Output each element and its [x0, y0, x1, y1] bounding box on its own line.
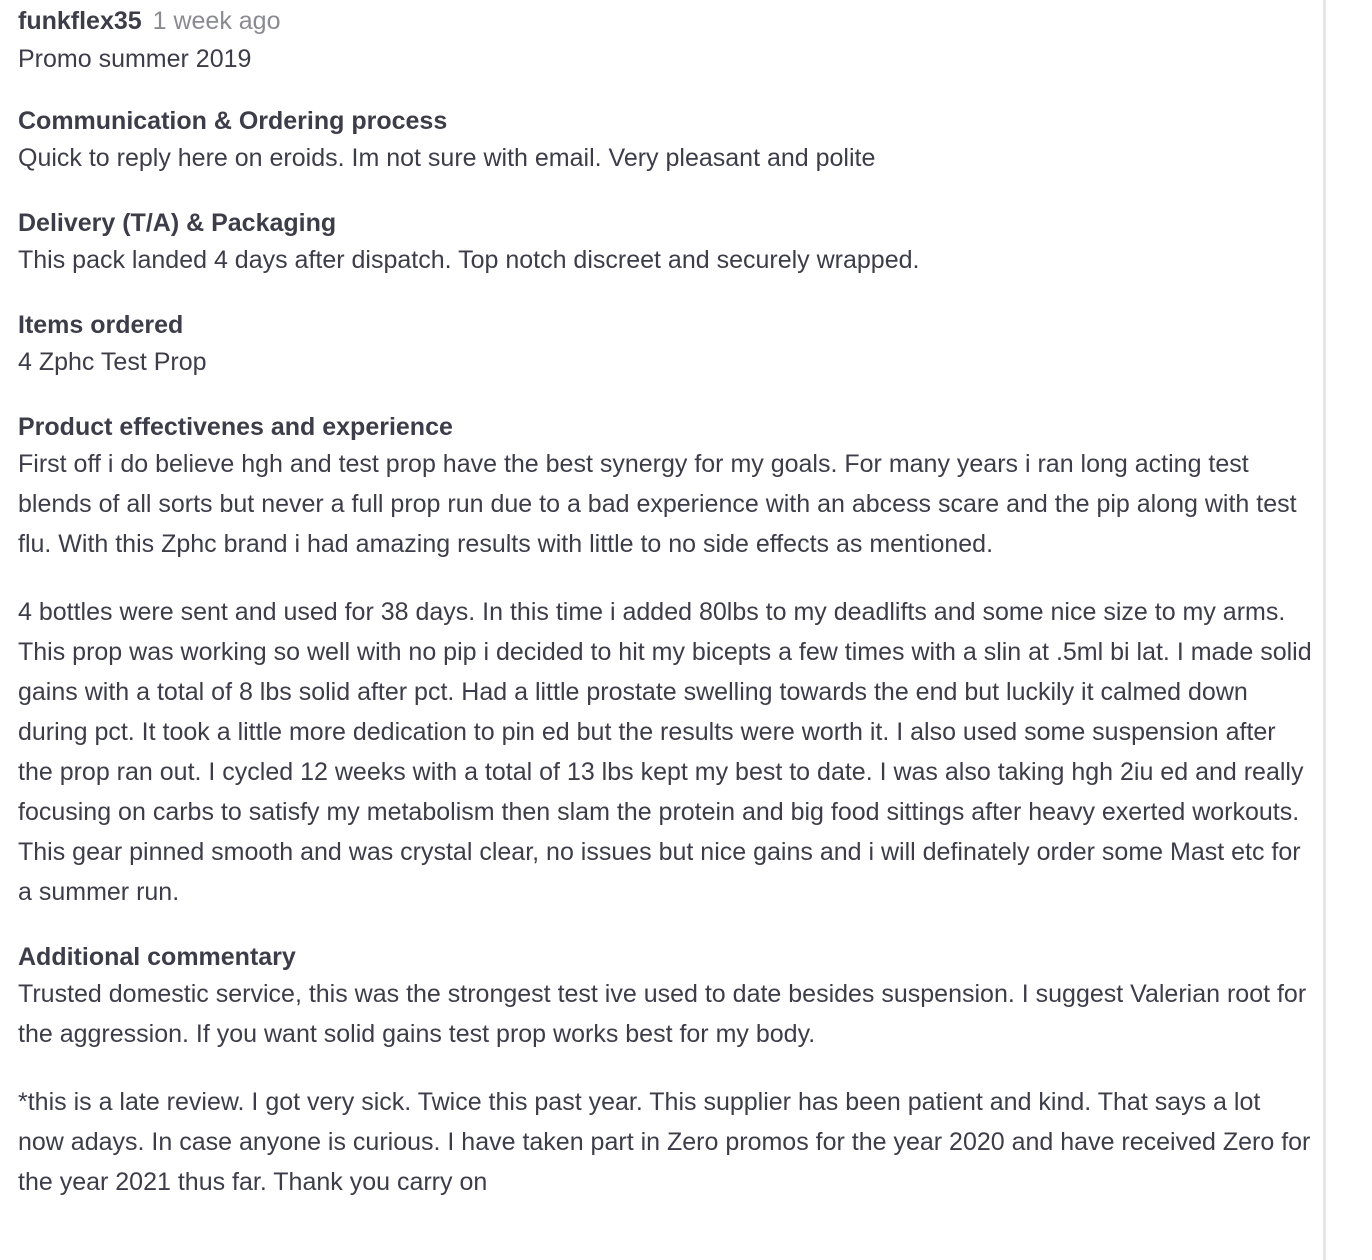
section-title: Product effectivenes and experience [18, 413, 453, 441]
section-paragraph: Quick to reply here on eroids. Im not sure with email. Very pleasant and polite [18, 144, 876, 172]
review-subject: Promo summer 2019 [18, 45, 252, 73]
post-timestamp: 1 week ago [152, 7, 281, 35]
section-paragraph: This pack landed 4 days after dispatch. Top notch discreet and securely wrapped. [18, 246, 920, 274]
section-delivery [18, 206, 1313, 280]
section-title: Items ordered [18, 311, 184, 339]
section-communication [18, 104, 1313, 178]
section-paragraph: 4 bottles were sent and used for 38 days. In this time i added 80lbs to my deadlifts and some nice size to my arms. This prop was working so well with no pip i decided to hit my bicepts a few times with a slin at .5ml bi lat. I made solid gains with a total of 8 lbs solid after pct. Had a little prostate swelling towards the end but luckily it calmed down during pct. It took a little more dedication to pin ed but the results were worth it. I also used some suspension after the prop ran out. I cycled 12 weeks with a total of 13 lbs kept my best to date. I was also taking hgh 2iu ed and really focusing on carbs to satisfy my metabolism then slam the protein and big food sittings after heavy exerted workouts. This gear pinned smooth and was crystal clear, no issues but nice gains and i will definately order some Mast etc for a summer run. [18, 598, 1312, 906]
review-post [18, 4, 1313, 1202]
section-body [18, 974, 1313, 1202]
section-title: Delivery (T/A) & Packaging [18, 209, 337, 237]
section-paragraph: First off i do believe hgh and test prop have the best synergy for my goals. For many years i ran long acting test blends of all sorts but never a full prop run due to a bad experience with an abcess scare and the pip along with test flu. With this Zphc brand i had amazing results with little to no side effects as mentioned. [18, 450, 1297, 558]
section-product-experience [18, 410, 1313, 912]
section-body [18, 342, 1313, 382]
section-paragraph: *this is a late review. I got very sick. Twice this past year. This supplier has been patient and kind. That says a lot now adays. In case anyone is curious. I have taken part in Zero promos for the year 2020 and have received Zero for the year 2021 thus far. Thank you carry on [18, 1088, 1311, 1196]
section-paragraph: 4 Zphc Test Prop [18, 348, 207, 376]
section-body [18, 138, 1313, 178]
username-link[interactable]: funkflex35 [18, 7, 142, 35]
section-paragraph: Trusted domestic service, this was the strongest test ive used to date besides suspension. I suggest Valerian root for the aggression. If you want solid gains test prop works best for my body. [18, 980, 1307, 1048]
section-title: Communication & Ordering process [18, 107, 448, 135]
content-divider [1323, 0, 1326, 1260]
section-title: Additional commentary [18, 943, 296, 971]
section-additional-commentary [18, 940, 1313, 1202]
review-header [18, 4, 1313, 38]
section-body [18, 444, 1313, 912]
section-body [18, 240, 1313, 280]
section-items-ordered [18, 308, 1313, 382]
